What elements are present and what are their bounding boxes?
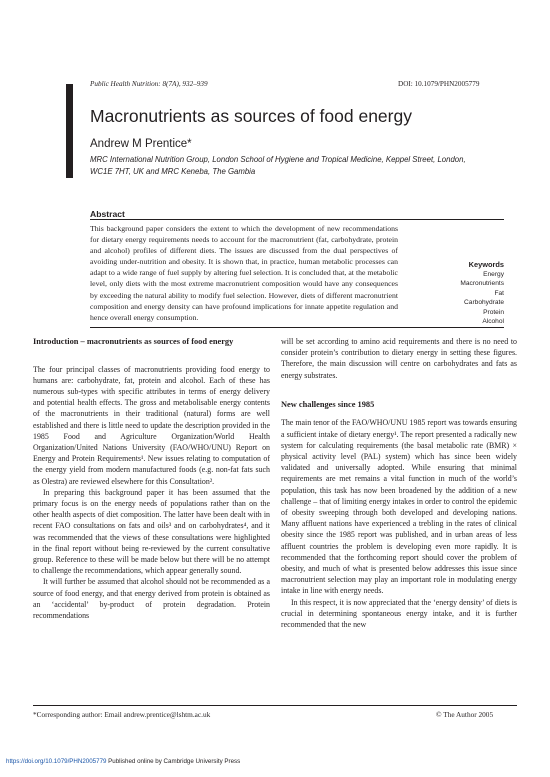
paragraph: It will further be assumed that alcohol should not be recommended as a source of food energy, and that energy derived from protein is obtained as an ‘accidental’ by-product of protein degradation. Protein recommendations [33, 577, 270, 620]
affiliation-line-1: MRC International Nutrition Group, London School of Hygiene and Tropical Medicine, Keppel Street, London, [90, 155, 466, 164]
keywords-heading: Keywords [468, 260, 504, 269]
paragraph: In preparing this background paper it has been assumed that the primary focus is on the energy needs of populations rather than on the other health aspects of diet composition. The latter have been dealt with in recent FAO consultations on fats and oils³ and on carbohydrates⁴, and it was recommended that the views of these consultations were highlighted in the final report without being re-reviewed by the current consultative group. Reference to these will be made below but there will be no attempt to challenge the recommendations, which appear generally sound. [33, 487, 270, 576]
keyword-item: Carbohydrate [464, 299, 504, 306]
journal-citation: Public Health Nutrition: 8(7A), 932–939 [90, 80, 208, 88]
doi-label: DOI: 10.1079/PHN2005779 [398, 80, 480, 88]
abstract-text: This background paper considers the extent to which the development of new recommendations for dietary energy requirements needs to account for the macronutrient (fat, carbohydrate, protein and alcohol) profiles of different diets. The issues are discussed from the dual perspectives of avoiding under-nutrition and obesity. It is shown that, in practice, human metabolic processes can adapt to a wide range of fuel supply by altering fuel selection. It is concluded that, at the metabolic level, only diets with the most extreme macronutrient composition would have any consequences by exceeding the natural ability to modify fuel selection. However, diets of different macronutrient composition and energy density can have profound implications for innate appetite regulation and hence overall energy consumption. [90, 224, 398, 322]
abstract-divider [90, 219, 504, 220]
doi-link[interactable]: https://doi.org/10.1079/PHN2005779 [6, 758, 107, 765]
published-online-text: Published online by Cambridge University Press [106, 758, 241, 765]
author-name: Andrew M Prentice* [90, 138, 192, 150]
keyword-item: Alcohol [482, 318, 504, 325]
paragraph: The four principal classes of macronutrients providing food energy to humans are: carbohydrate, fat, protein and alcohol. Each of these has numerous sub-types with specific attributes in terms of energy delivery and potential health effects. The gross and metabolisable energy contents of the macronutrients in their traditional (natural) forms are well established and there is little need to update the description provided in the 1985 Food and Agriculture Organization/World Health Organization/United Nations University (FAO/WHO/UNU) Report on Energy and Protein Requirements¹. New issues relating to computation of the energy yield from modern manufactured foods (e.g. non-fat fats such as Olestra) are reviewed elsewhere for this Consultation². [33, 364, 270, 486]
publisher-footer [6, 758, 240, 765]
footnote-divider [33, 705, 517, 706]
abstract-bottom-divider [90, 327, 504, 328]
keyword-item: Fat [494, 289, 504, 297]
copyright-notice: © The Author 2005 [436, 710, 494, 719]
title-bar-decoration [66, 84, 73, 178]
corresponding-author-note: *Corresponding author: Email andrew.prentice@lshtm.ac.uk [33, 710, 211, 719]
section-heading-introduction: Introduction – macronutrients as sources of food energy [33, 337, 234, 346]
left-column [33, 336, 270, 621]
abstract-heading: Abstract [90, 209, 125, 219]
section-heading-new-challenges: New challenges since 1985 [281, 399, 375, 409]
affiliation-line-2: WC1E 7HT, UK and MRC Keneba, The Gambia [90, 167, 256, 176]
right-column [281, 336, 517, 630]
keyword-item: Protein [483, 308, 504, 316]
keyword-item: Energy [483, 270, 504, 278]
keyword-item: Macronutrients [460, 280, 504, 287]
paragraph: will be set according to amino acid requirements and there is no need to consider protein’s contribution to dietary energy in setting these figures. Therefore, the main discussion will centre on carbohydrates and fats as energy substrates. [281, 337, 517, 380]
paragraph: In this respect, it is now appreciated that the ‘energy density’ of diets is crucial in determining spontaneous energy intake, and it is further recommended that the new [281, 597, 517, 629]
keywords-block [440, 260, 504, 327]
article-title: Macronutrients as sources of food energy [90, 106, 412, 126]
paragraph: The main tenor of the FAO/WHO/UNU 1985 report was towards ensuring a sufficient intake of dietary energy¹. The report presented a radically new system for calculating requirements (the basal metabolic rate (BMR) × physical activity level (PAL) system) which has since been widely validated and universally adopted. While ensuring that minimal requirements are met remains a vital function in much of the world’s population, this task has now been broadened by the addition of a new challenge – that of limiting energy intakes in order to control the epidemic of obesity sweeping through both developed and developing nations. Many affluent nations have experienced a trebling in the rates of clinical obesity since the 1985 report was published, and in urban areas of less affluent countries the problem is developing even more rapidly. It is recommended that the forthcoming report should cover the problem of obesity, and much of what is presented below addresses this issue since macronutrient selection may play an important role in modulating energy intake in line with energy needs. [281, 418, 517, 596]
